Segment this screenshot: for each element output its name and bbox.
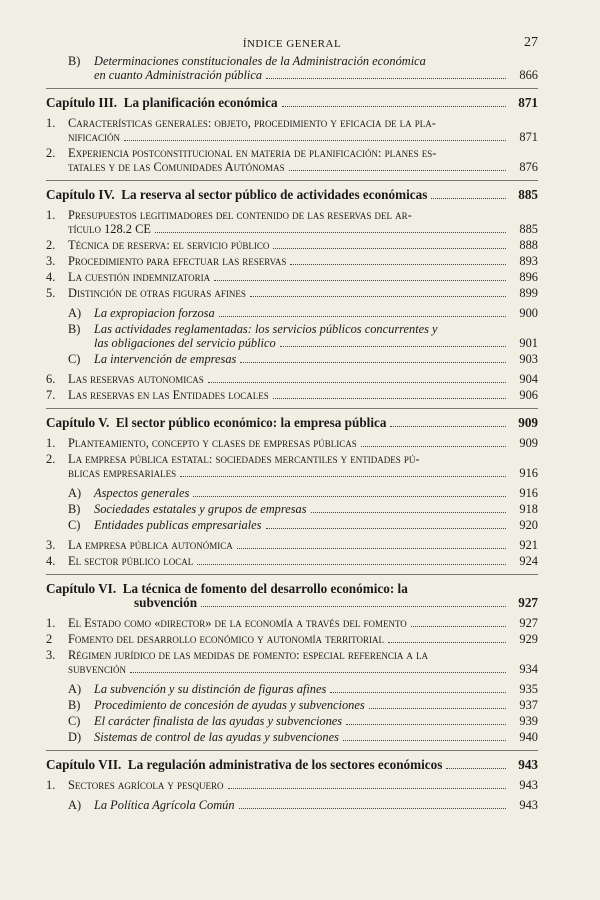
- toc-subsection: [46, 518, 538, 532]
- toc-line: [68, 436, 538, 450]
- toc-section: [46, 146, 538, 174]
- page-ref: 924: [519, 554, 538, 568]
- toc-line: [94, 306, 538, 320]
- subsection-letter: B): [68, 502, 81, 516]
- section-number: 2: [46, 632, 53, 646]
- dot-leader: [208, 382, 506, 383]
- dot-leader: [197, 564, 506, 565]
- toc-chapter: [46, 758, 538, 772]
- toc-line: [68, 466, 538, 480]
- page-ref: 920: [519, 518, 538, 532]
- section-number: 7.: [46, 388, 56, 402]
- toc-entry-text: [94, 730, 538, 744]
- toc-line: [68, 554, 538, 568]
- page-ref: 927: [518, 595, 538, 610]
- dot-leader: [431, 198, 506, 199]
- section-title: Técnica de reserva: el servicio público: [68, 238, 270, 252]
- toc-entry-text: [68, 538, 538, 552]
- toc-section: [46, 648, 538, 676]
- toc-section: [46, 778, 538, 792]
- page-ref: 935: [519, 682, 538, 696]
- toc-entry-text: [68, 452, 538, 480]
- toc-entry-text: [68, 116, 538, 144]
- dot-leader: [155, 232, 506, 233]
- section-title: Procedimiento para efectuar las reservas: [68, 254, 287, 268]
- page-ref: 927: [519, 616, 538, 630]
- toc-entry-text: [94, 518, 538, 532]
- dot-leader: [273, 398, 506, 399]
- toc-line: [94, 714, 538, 728]
- toc-chapter-line: [46, 188, 538, 202]
- chapter-rule: [46, 750, 538, 751]
- chapter-heading: [46, 582, 408, 596]
- section-number: 1.: [46, 208, 56, 222]
- toc-subsection: [46, 306, 538, 320]
- chapter-title: La técnica de fomento del desarrollo económico: la: [122, 581, 408, 596]
- dot-leader: [346, 724, 506, 725]
- page-ref: 893: [519, 254, 538, 268]
- toc-chapter-line: [46, 596, 538, 610]
- toc-line: [94, 502, 538, 516]
- section-number: 3.: [46, 538, 56, 552]
- page-ref: 896: [519, 270, 538, 284]
- chapter-rule: [46, 408, 538, 409]
- toc-line: [68, 662, 538, 676]
- toc-section: [46, 116, 538, 144]
- subsection-title: La subvención y su distinción de figuras afines: [94, 682, 327, 696]
- subsection-letter: D): [68, 730, 82, 744]
- section-title: nificación: [68, 130, 121, 144]
- page-ref: 909: [518, 415, 538, 430]
- chapter-title-continued: subvención: [134, 595, 198, 610]
- section-title: Distinción de otras figuras afines: [68, 286, 246, 300]
- chapter-title: La planificación económica: [123, 95, 278, 110]
- page-ref: 939: [519, 714, 538, 728]
- dot-leader: [289, 170, 506, 171]
- page-ref: 906: [519, 388, 538, 402]
- chapter-title: La reserva al sector público de actividades económicas: [121, 187, 428, 202]
- dot-leader: [280, 346, 506, 347]
- page-ref: 929: [519, 632, 538, 646]
- section-number: 1.: [46, 616, 56, 630]
- toc-entry-text: [68, 778, 538, 792]
- toc-subsection: [46, 322, 538, 350]
- dot-leader: [369, 708, 506, 709]
- dot-leader: [130, 672, 506, 673]
- subsection-title: La Política Agrícola Común: [94, 798, 235, 812]
- section-title: El Estado como «director» de la economía a través del fomento: [68, 616, 407, 630]
- subsection-title: Aspectos generales: [94, 486, 190, 500]
- section-title: tículo 128.2 CE: [68, 222, 151, 236]
- toc-line: [68, 130, 538, 144]
- chapter-title: El sector público económico: la empresa pública: [115, 415, 387, 430]
- toc-section: [46, 388, 538, 402]
- toc-section: [46, 208, 538, 236]
- toc-entry-text: [68, 372, 538, 386]
- toc-line: [68, 146, 538, 160]
- toc-line: [68, 222, 538, 236]
- subsection-title: Las actividades reglamentadas: los servicios públicos concurrentes y: [94, 322, 438, 336]
- section-title: Experiencia postconstitucional en materia de planificación: planes es-: [68, 146, 437, 160]
- dot-leader: [237, 548, 506, 549]
- dot-leader: [330, 692, 506, 693]
- dot-leader: [282, 106, 506, 107]
- dot-leader: [228, 788, 506, 789]
- toc-line: [68, 208, 538, 222]
- dot-leader: [411, 626, 506, 627]
- dot-leader: [250, 296, 506, 297]
- section-title: tatales y de las Comunidades Autónomas: [68, 160, 285, 174]
- subsection-title: en cuanto Administración pública: [94, 68, 263, 82]
- chapter-heading: [46, 96, 278, 110]
- page-ref: 871: [519, 130, 538, 144]
- chapter-number: Capítulo III.: [46, 95, 118, 110]
- page-ref: 909: [519, 436, 538, 450]
- dot-leader: [201, 606, 506, 607]
- dot-leader: [180, 476, 506, 477]
- chapter-heading: [46, 188, 427, 202]
- toc-chapter-line: [46, 582, 538, 596]
- dot-leader: [388, 642, 506, 643]
- page-ref: 885: [519, 222, 538, 236]
- dot-leader: [361, 446, 506, 447]
- toc-chapter: [46, 416, 538, 430]
- toc-line: [68, 778, 538, 792]
- toc-line: [94, 682, 538, 696]
- page-ref: 937: [519, 698, 538, 712]
- page-ref: 871: [518, 95, 538, 110]
- toc-line: [94, 68, 538, 82]
- toc-entry-text: [68, 286, 538, 300]
- toc-entry-text: [68, 554, 538, 568]
- toc-entry-text: [68, 238, 538, 252]
- subsection-title: Entidades publicas empresariales: [94, 518, 262, 532]
- toc-chapter: [46, 188, 538, 202]
- subsection-title: La intervención de empresas: [94, 352, 237, 366]
- chapter-number: Capítulo VII.: [46, 757, 122, 772]
- toc-entry-text: [94, 306, 538, 320]
- toc-line: [68, 388, 538, 402]
- subsection-letter: A): [68, 306, 82, 320]
- section-title: Presupuestos legitimadores del contenido de las reservas del ar-: [68, 208, 412, 222]
- dot-leader: [193, 496, 506, 497]
- toc-entry-text: [68, 632, 538, 646]
- page-ref: 943: [519, 798, 538, 812]
- toc-entry-text: [68, 146, 538, 174]
- toc-line: [68, 238, 538, 252]
- page-ref: 921: [519, 538, 538, 552]
- toc-page: [46, 30, 538, 814]
- toc-line: [94, 518, 538, 532]
- toc-entry-text: [94, 714, 538, 728]
- toc-line: [94, 486, 538, 500]
- section-title: Planteamiento, concepto y clases de empresas públicas: [68, 436, 357, 450]
- toc-line: [94, 322, 538, 336]
- subsection-letter: A): [68, 682, 82, 696]
- page-ref: 916: [519, 486, 538, 500]
- section-title: Características generales: objeto, procedimiento y eficacia de la pla-: [68, 116, 436, 130]
- toc-chapter-line: [46, 416, 538, 430]
- subsection-letter: B): [68, 698, 81, 712]
- subsection-letter: A): [68, 486, 82, 500]
- toc-line: [94, 336, 538, 350]
- toc-entry-text: [94, 698, 538, 712]
- dot-leader: [390, 426, 506, 427]
- section-number: 2.: [46, 452, 56, 466]
- toc-entry-text: [68, 270, 538, 284]
- page-ref: 918: [519, 502, 538, 516]
- section-title: subvención: [68, 662, 127, 676]
- toc-subsection: [46, 352, 538, 366]
- page-ref: 866: [519, 68, 538, 82]
- toc-line: [68, 538, 538, 552]
- section-title: blicas empresariales: [68, 466, 177, 480]
- section-title: Las reservas en las Entidades locales: [68, 388, 269, 402]
- toc-line: [94, 698, 538, 712]
- toc-entry-text: [94, 352, 538, 366]
- section-title: La empresa pública estatal: sociedades mercantiles y entidades pú-: [68, 452, 420, 466]
- section-number: 1.: [46, 116, 56, 130]
- toc-subsection: [46, 730, 538, 744]
- toc-line: [94, 798, 538, 812]
- toc-line: [68, 616, 538, 630]
- toc-section: [46, 554, 538, 568]
- page-ref: 876: [519, 160, 538, 174]
- toc-line: [68, 372, 538, 386]
- chapter-rule: [46, 574, 538, 575]
- page-ref: 943: [519, 778, 538, 792]
- chapter-rule: [46, 88, 538, 89]
- section-number: 4.: [46, 270, 56, 284]
- toc-line: [68, 160, 538, 174]
- toc-section: [46, 286, 538, 300]
- dot-leader: [311, 512, 506, 513]
- subsection-letter: C): [68, 714, 81, 728]
- dot-leader: [266, 528, 507, 529]
- dot-leader: [219, 316, 506, 317]
- section-title: Régimen jurídico de las medidas de fomento: especial referencia a la: [68, 648, 429, 662]
- page-ref: 900: [519, 306, 538, 320]
- dot-leader: [240, 362, 506, 363]
- toc-entry-text: [94, 54, 538, 82]
- toc-section: [46, 270, 538, 284]
- subsection-letter: B): [68, 54, 81, 68]
- toc-entry-text: [68, 208, 538, 236]
- dot-leader: [124, 140, 506, 141]
- section-number: 3.: [46, 254, 56, 268]
- page-ref: 904: [519, 372, 538, 386]
- dot-leader: [273, 248, 506, 249]
- subsection-title: El carácter finalista de las ayudas y subvenciones: [94, 714, 343, 728]
- running-title: ÍNDICE GENERAL: [242, 38, 342, 50]
- toc-section: [46, 616, 538, 630]
- subsection-letter: C): [68, 352, 81, 366]
- toc-line: [94, 730, 538, 744]
- dot-leader: [343, 740, 506, 741]
- chapter-rule: [46, 180, 538, 181]
- subsection-title: Sistemas de control de las ayudas y subvenciones: [94, 730, 339, 744]
- chapter-heading: [46, 758, 442, 772]
- toc-line: [68, 254, 538, 268]
- toc-entry-text: [68, 388, 538, 402]
- toc-line: [68, 648, 538, 662]
- chapter-number: Capítulo V.: [46, 415, 110, 430]
- toc-entry-text: [68, 648, 538, 676]
- page-ref: 888: [519, 238, 538, 252]
- toc-subsection: [46, 502, 538, 516]
- dot-leader: [239, 808, 506, 809]
- section-title: Las reservas autonomicas: [68, 372, 204, 386]
- section-title: Fomento del desarrollo económico y autonomía territorial: [68, 632, 384, 646]
- subsection-title: Determinaciones constitucionales de la Administración económica: [94, 54, 426, 68]
- toc-section: [46, 254, 538, 268]
- section-title: Sectores agrícola y pesquero: [68, 778, 224, 792]
- chapter-number: Capítulo IV.: [46, 187, 115, 202]
- page-ref: 934: [519, 662, 538, 676]
- toc-subsection: [46, 714, 538, 728]
- page-ref: 903: [519, 352, 538, 366]
- section-number: 2.: [46, 146, 56, 160]
- toc-line: [94, 54, 538, 68]
- section-title: La empresa pública autonómica: [68, 538, 233, 552]
- toc-subsection: [46, 798, 538, 812]
- toc-entry-text: [94, 322, 538, 350]
- toc-entry-text: [94, 502, 538, 516]
- page-ref: 885: [518, 187, 538, 202]
- chapter-number: Capítulo VI.: [46, 581, 117, 596]
- page-ref: 943: [518, 757, 538, 772]
- section-number: 2.: [46, 238, 56, 252]
- chapter-title: La regulación administrativa de los sectores económicos: [127, 757, 443, 772]
- toc-subsection: [46, 486, 538, 500]
- section-number: 4.: [46, 554, 56, 568]
- section-number: 5.: [46, 286, 56, 300]
- toc-subsection: [46, 54, 538, 82]
- page-ref: 901: [519, 336, 538, 350]
- subsection-letter: B): [68, 322, 81, 336]
- subsection-title: Procedimiento de concesión de ayudas y subvenciones: [94, 698, 365, 712]
- page-ref: 899: [519, 286, 538, 300]
- toc-chapter: [46, 582, 538, 610]
- toc-entry-text: [94, 486, 538, 500]
- page-header: [46, 30, 538, 54]
- toc-chapter-line: [46, 96, 538, 110]
- toc-list: [46, 54, 538, 812]
- page-number: 27: [524, 35, 538, 50]
- toc-entry-text: [68, 254, 538, 268]
- section-number: 1.: [46, 778, 56, 792]
- toc-entry-text: [94, 682, 538, 696]
- toc-line: [68, 116, 538, 130]
- page-ref: 916: [519, 466, 538, 480]
- toc-section: [46, 238, 538, 252]
- toc-line: [68, 270, 538, 284]
- section-number: 3.: [46, 648, 56, 662]
- toc-subsection: [46, 682, 538, 696]
- dot-leader: [446, 768, 506, 769]
- subsection-title: La expropiacion forzosa: [94, 306, 215, 320]
- subsection-title: Sociedades estatales y grupos de empresas: [94, 502, 307, 516]
- dot-leader: [214, 280, 506, 281]
- toc-line: [68, 452, 538, 466]
- toc-entry-text: [68, 616, 538, 630]
- toc-line: [68, 286, 538, 300]
- toc-section: [46, 452, 538, 480]
- toc-entry-text: [94, 798, 538, 812]
- section-title: El sector público local: [68, 554, 194, 568]
- toc-section: [46, 632, 538, 646]
- section-number: 6.: [46, 372, 56, 386]
- chapter-heading: [46, 416, 386, 430]
- dot-leader: [290, 264, 506, 265]
- toc-section: [46, 372, 538, 386]
- toc-line: [94, 352, 538, 366]
- toc-chapter-line: [46, 758, 538, 772]
- toc-line: [68, 632, 538, 646]
- toc-section: [46, 436, 538, 450]
- toc-chapter: [46, 96, 538, 110]
- subsection-title: las obligaciones del servicio público: [94, 336, 276, 350]
- toc-entry-text: [68, 436, 538, 450]
- toc-section: [46, 538, 538, 552]
- toc-subsection: [46, 698, 538, 712]
- subsection-letter: C): [68, 518, 81, 532]
- section-title: La cuestión indemnizatoria: [68, 270, 211, 284]
- dot-leader: [266, 78, 506, 79]
- page-ref: 940: [519, 730, 538, 744]
- section-number: 1.: [46, 436, 56, 450]
- subsection-letter: A): [68, 798, 82, 812]
